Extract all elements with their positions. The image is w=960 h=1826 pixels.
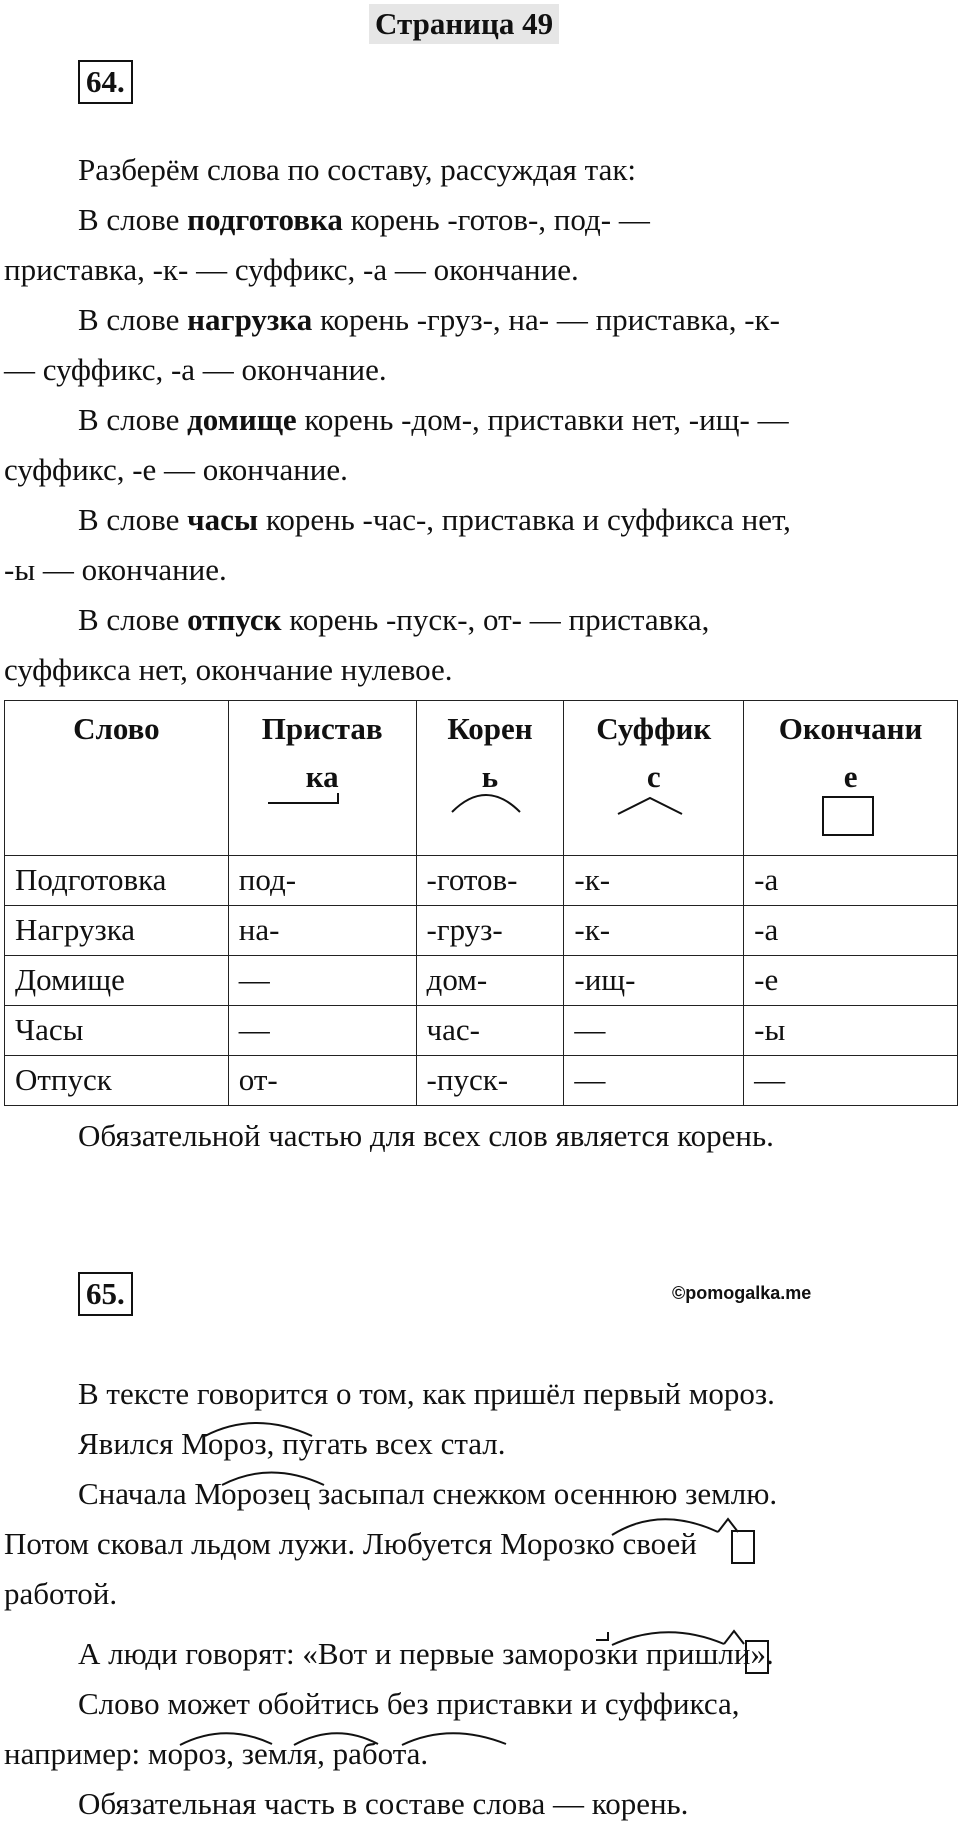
cell-prefix: — xyxy=(228,956,416,1006)
suffix-mark-moroz-3 xyxy=(718,1519,738,1532)
ex65-line4: Потом сковал льдом лужи. Любуется Морозко своей xyxy=(4,1526,697,1561)
ex65-line7: Слово может обойтись без приставки и суффикса, xyxy=(78,1686,740,1721)
cell-suffix: — xyxy=(564,1006,744,1056)
ex65-line9: Обязательная часть в составе слова — корень. xyxy=(78,1786,689,1821)
ex65-line8: например: мороз, земля, работа. xyxy=(4,1736,429,1771)
word-chasy: часы xyxy=(187,502,259,537)
cell-root: -пуск- xyxy=(416,1056,564,1106)
ex65-line6: А люди говорят: «Вот и первые заморозки пришли». xyxy=(78,1636,774,1671)
ex64-p1-line1: В слове подготовка корень -готов-, под- — xyxy=(78,202,650,237)
cell-ending: -е xyxy=(744,956,958,1006)
ex65-line1: В тексте говорится о том, как пришёл первый мороз. xyxy=(78,1376,775,1411)
table-row xyxy=(5,956,958,1006)
cell-ending: — xyxy=(744,1056,958,1106)
table-row xyxy=(5,1006,958,1056)
ex64-p4-line2: -ы — окончание. xyxy=(4,552,227,587)
ex64-p2-line2: — суффикс, -а — окончание. xyxy=(4,352,387,387)
ex64-p4-line1: В слове часы корень -час-, приставка и суффикса нет, xyxy=(78,502,791,537)
ex64-p5-line1: В слове отпуск корень -пуск-, от- — приставка, xyxy=(78,602,710,637)
cell-prefix: под- xyxy=(228,856,416,906)
word-otpusk: отпуск xyxy=(187,602,282,637)
morpheme-table xyxy=(4,700,958,1106)
ex64-p2-line1: В слове нагрузка корень -груз-, на- — приставка, -к- xyxy=(78,302,780,337)
table-header-row xyxy=(5,701,958,856)
cell-root: -готов- xyxy=(416,856,564,906)
word-domische: домище xyxy=(187,402,297,437)
ex64-p3-line1: В слове домище корень -дом-, приставки нет, -ищ- — xyxy=(78,402,789,437)
ex65-line5: работой. xyxy=(4,1576,118,1611)
ex65-line2: Явился Мороз, пугать всех стал. xyxy=(78,1426,506,1461)
ex64-intro: Разберём слова по составу, рассуждая так: xyxy=(78,152,637,187)
header-okonchanie: Окончани е xyxy=(744,701,958,856)
header-slovo: Слово xyxy=(5,701,229,856)
cell-ending: -а xyxy=(744,906,958,956)
cell-suffix: — xyxy=(564,1056,744,1106)
cell-prefix: от- xyxy=(228,1056,416,1106)
cell-prefix: на- xyxy=(228,906,416,956)
cell-word: Подготовка xyxy=(5,856,229,906)
header-koren: Корен ь xyxy=(416,701,564,856)
word-nagruzka: нагрузка xyxy=(187,302,313,337)
ex64-p5-line2: суффикса нет, окончание нулевое. xyxy=(4,652,453,687)
page-title: Страница 49 xyxy=(369,4,559,44)
table-row xyxy=(5,906,958,956)
cell-prefix: — xyxy=(228,1006,416,1056)
cell-ending: -а xyxy=(744,856,958,906)
ending-box-morozko xyxy=(732,1531,754,1563)
cell-word: Нагрузка xyxy=(5,906,229,956)
exercise-65-number: 65. xyxy=(78,1272,133,1316)
cell-root: час- xyxy=(416,1006,564,1056)
watermark: ©pomogalka.me xyxy=(672,1283,812,1303)
exercise-64-number: 64. xyxy=(78,60,133,104)
cell-root: дом- xyxy=(416,956,564,1006)
cell-suffix: -ищ- xyxy=(564,956,744,1006)
cell-word: Отпуск xyxy=(5,1056,229,1106)
cell-word: Часы xyxy=(5,1006,229,1056)
ex65-line3: Сначала Морозец засыпал снежком осеннюю землю. xyxy=(78,1476,778,1511)
cell-word: Домище xyxy=(5,956,229,1006)
header-pristavka: Пристав ка xyxy=(228,701,416,856)
ex64-conclusion: Обязательной частью для всех слов является корень. xyxy=(78,1118,774,1153)
header-suffiks: Суффик с xyxy=(564,701,744,856)
cell-root: -груз- xyxy=(416,906,564,956)
word-podgotovka: подготовка xyxy=(187,202,343,237)
cell-suffix: -к- xyxy=(564,856,744,906)
ex64-p1-line2: приставка, -к- — суффикс, -а — окончание. xyxy=(4,252,579,287)
cell-suffix: -к- xyxy=(564,906,744,956)
table-row xyxy=(5,856,958,906)
cell-ending: -ы xyxy=(744,1006,958,1056)
table-row xyxy=(5,1056,958,1106)
ex64-p3-line2: суффикс, -е — окончание. xyxy=(4,452,348,487)
